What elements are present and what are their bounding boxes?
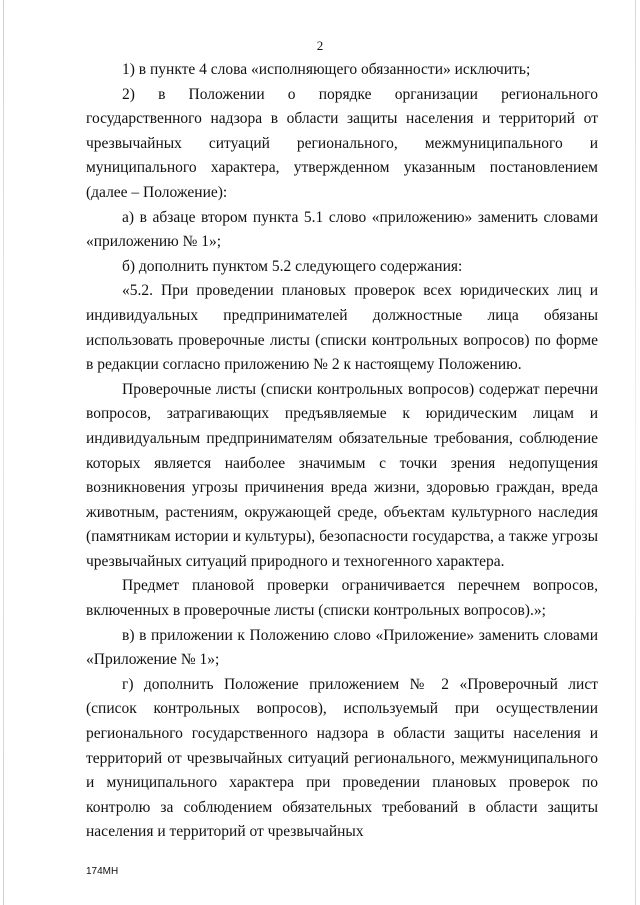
paragraph-item-2: 2) в Положении о порядке организации регионального государственного надзора в области защиты населения и территорий от чрезвычайных ситуаций регионального, межмуниципального и муниципального характера, утвержденном указанным постановлением (далее – Положение): bbox=[86, 85, 598, 201]
paragraph-item-1: 1) в пункте 4 слова «исполняющего обязанности» исключить; bbox=[122, 61, 531, 78]
scan-edge-left bbox=[3, 0, 4, 905]
paragraph-clause-5-2: «5.2. При проведении плановых проверок всех юридических лиц и индивидуальных предпринимателей должностные лица обязаны использовать проверочные листы (списки контрольных вопросов) по форме в редакции согласно приложению № 2 к настоящему Положению. bbox=[86, 282, 598, 374]
paragraph-checklists: Проверочные листы (списки контрольных вопросов) содержат перечни вопросов, затрагивающих предъявляемые к юридическим лицам и индивидуальным предпринимателям обязательные требования, соблюдение которых является наиболее значимым с точки зрения недопущения возникновения угрозы причинения вреда жизни, здоровью граждан, вреда животным, растениям, окружающей среде, объектам культурного наследия (памятникам истории и культуры), безопасности государства, а также угрозы чрезвычайных ситуаций природного и техногенного характера. bbox=[86, 380, 598, 570]
footer-document-code: 174МН bbox=[86, 866, 119, 877]
document-body bbox=[86, 58, 598, 845]
paragraph-subitem-v: в) в приложении к Положению слово «Приложение» заменить словами «Приложение № 1»; bbox=[86, 626, 598, 669]
page-number: 2 bbox=[316, 38, 324, 53]
paragraph-subitem-g: г) дополнить Положение приложением № 2 «Проверочный лист (список контрольных вопросов), используемый при осуществлении регионального государственного надзора в области защиты населения и территорий от чрезвычайных ситуаций регионального, межмуниципального и муниципального характера при проведении плановых проверок по контролю за соблюдением обязательных требований в области защиты населения и территорий от чрезвычайных bbox=[86, 675, 598, 841]
paragraph-subitem-a: а) в абзаце втором пункта 5.1 слово «приложению» заменить словами «приложению № 1»; bbox=[86, 208, 598, 251]
scan-edge-right bbox=[635, 0, 636, 905]
paragraph-subitem-b: б) дополнить пунктом 5.2 следующего содержания: bbox=[122, 257, 463, 275]
paragraph-inspection-subject: Предмет плановой проверки ограничивается перечнем вопросов, включенных в проверочные листы (списки контрольных вопросов).»; bbox=[86, 577, 598, 620]
